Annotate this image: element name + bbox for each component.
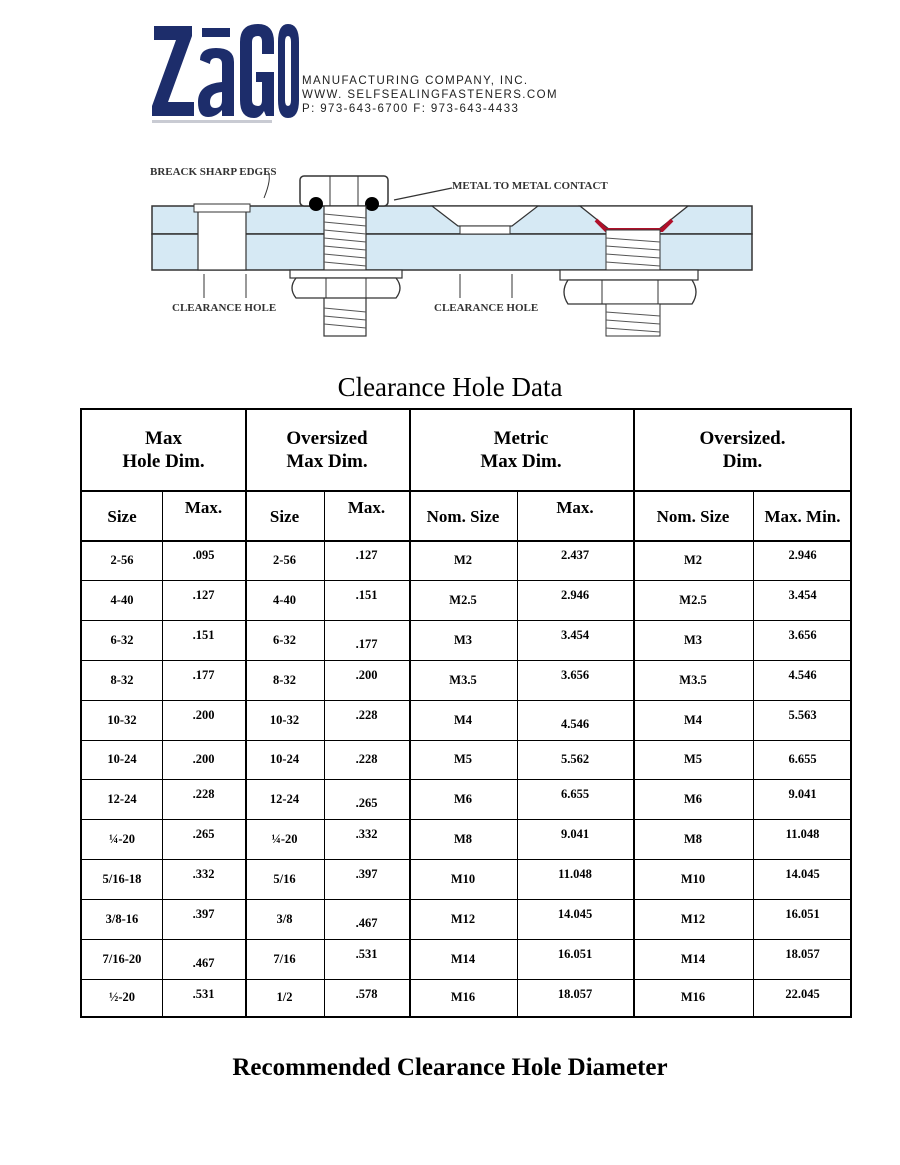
table-cell: M14 bbox=[450, 951, 476, 966]
table-cell: .177 bbox=[192, 668, 215, 682]
fastener-diagram bbox=[140, 158, 760, 342]
table-cell: .578 bbox=[355, 987, 378, 1001]
table-cell: 18.057 bbox=[785, 947, 820, 961]
table-cell: 6.655 bbox=[560, 787, 590, 801]
table-cell: M3.5 bbox=[449, 672, 477, 687]
column-header: Size bbox=[269, 507, 300, 526]
table-cell: 9.041 bbox=[560, 827, 590, 841]
table-cell: 10-24 bbox=[107, 752, 137, 766]
zago-logo bbox=[152, 20, 300, 126]
table-cell: 12-24 bbox=[107, 791, 137, 806]
table-cell: .177 bbox=[355, 637, 378, 651]
table-cell: .467 bbox=[355, 916, 378, 930]
column-header: Max. Min. bbox=[764, 507, 841, 526]
table-cell: 14.045 bbox=[785, 867, 820, 881]
table-cell: .397 bbox=[192, 907, 215, 921]
table-cell: M12 bbox=[450, 911, 476, 926]
table-row bbox=[82, 899, 850, 939]
table-cell: .151 bbox=[355, 588, 378, 602]
table-row bbox=[82, 540, 850, 580]
table-cell: ½-20 bbox=[108, 990, 136, 1004]
table-cell: 2.946 bbox=[560, 588, 590, 602]
column-header: Max. bbox=[556, 498, 594, 517]
table-cell: M10 bbox=[450, 871, 476, 886]
table-cell: 5/16 bbox=[273, 871, 296, 886]
table-row bbox=[82, 580, 850, 620]
table-cell: 11.048 bbox=[558, 867, 592, 881]
table-cell: M4 bbox=[683, 712, 703, 727]
table-cell: ¼-20 bbox=[108, 831, 136, 846]
table-row bbox=[82, 939, 850, 979]
table-cell: 6.655 bbox=[788, 752, 817, 766]
table-cell: 7/16-20 bbox=[102, 951, 142, 966]
table-row bbox=[82, 859, 850, 899]
table-cell: M3.5 bbox=[679, 672, 707, 687]
group-header-oversized-dim: Oversized. Dim. bbox=[699, 428, 786, 472]
table-cell: 2.437 bbox=[560, 548, 590, 562]
company-phone-fax: P: 973-643-6700 F: 973-643-4433 bbox=[302, 103, 520, 115]
table-row bbox=[82, 979, 850, 1016]
table-cell: 1/2 bbox=[276, 990, 293, 1004]
column-header: Max. bbox=[184, 498, 223, 517]
table-cell: .332 bbox=[192, 867, 215, 881]
table-title: Clearance Hole Data bbox=[337, 372, 563, 402]
table-cell: 7/16 bbox=[273, 951, 296, 966]
table-cell: 3/8 bbox=[276, 911, 293, 926]
table-cell: 3.454 bbox=[788, 588, 817, 602]
table-cell: .265 bbox=[355, 796, 378, 810]
table-cell: 16.051 bbox=[785, 907, 820, 921]
fastener-cross-section-drawing bbox=[140, 158, 760, 342]
column-header: Size bbox=[107, 507, 137, 526]
table-cell: M8 bbox=[453, 831, 473, 846]
group-header-max-hole-dim: Max Hole Dim. bbox=[122, 428, 205, 472]
column-header: Nom. Size bbox=[426, 507, 500, 526]
table-cell: M2.5 bbox=[679, 592, 707, 607]
table-cell: M3 bbox=[683, 632, 703, 647]
table-row bbox=[82, 740, 850, 779]
table-cell: 6-32 bbox=[273, 632, 296, 647]
table-cell: 10-24 bbox=[269, 752, 300, 766]
table-cell: .228 bbox=[355, 708, 378, 722]
table-cell: 10-32 bbox=[269, 712, 300, 727]
label-metal-to-metal-contact: METAL TO METAL CONTACT bbox=[452, 180, 608, 192]
table-cell: 4-40 bbox=[273, 592, 296, 607]
table-cell: 5/16-18 bbox=[102, 871, 142, 886]
table-cell: .332 bbox=[355, 827, 378, 841]
table-cell: ¼-20 bbox=[271, 831, 298, 846]
table-row bbox=[82, 700, 850, 740]
table-cell: 2.946 bbox=[788, 548, 817, 562]
table-cell: .397 bbox=[355, 867, 378, 881]
table-row bbox=[82, 819, 850, 859]
footer-title: Recommended Clearance Hole Diameter bbox=[232, 1054, 668, 1081]
table-cell: .265 bbox=[192, 827, 215, 841]
label-break-sharp-edges: BREACK SHARP EDGES bbox=[150, 166, 277, 178]
table-cell: M16 bbox=[450, 990, 476, 1004]
table-cell: M3 bbox=[453, 632, 473, 647]
table-cell: .531 bbox=[355, 947, 378, 961]
table-cell: 8-32 bbox=[273, 672, 296, 687]
table-cell: 8-32 bbox=[110, 672, 134, 687]
table-row bbox=[82, 660, 850, 700]
table-cell: 6-32 bbox=[110, 632, 134, 647]
table-cell: M6 bbox=[453, 791, 473, 806]
table-cell: .228 bbox=[192, 787, 215, 801]
table-cell: .151 bbox=[192, 628, 215, 642]
table-row bbox=[82, 620, 850, 660]
table-cell: M2 bbox=[683, 552, 703, 567]
table-row bbox=[82, 779, 850, 819]
table-cell: .095 bbox=[192, 548, 215, 562]
table-cell: 22.045 bbox=[785, 987, 820, 1001]
table-cell: .127 bbox=[355, 548, 378, 562]
table-cell: .467 bbox=[192, 956, 215, 970]
group-header-metric-max-dim: Metric Max Dim. bbox=[480, 428, 562, 472]
clearance-hole-table bbox=[80, 408, 852, 1018]
company-website: WWW. SELFSEALINGFASTENERS.COM bbox=[302, 89, 558, 101]
table-cell: M5 bbox=[453, 752, 473, 766]
table-cell: 4-40 bbox=[110, 592, 134, 607]
table-cell: M2 bbox=[453, 552, 473, 567]
table-cell: .127 bbox=[192, 588, 215, 602]
table-cell: M6 bbox=[683, 791, 703, 806]
table-cell: 16.051 bbox=[557, 947, 593, 961]
logo-text: ZāGO bbox=[152, 20, 155, 21]
table-cell: .200 bbox=[192, 752, 215, 766]
company-name: MANUFACTURING COMPANY, INC. bbox=[302, 75, 529, 87]
table-cell: 3.656 bbox=[788, 628, 817, 642]
table-cell: 14.045 bbox=[557, 907, 593, 921]
table-cell: 11.048 bbox=[785, 827, 820, 841]
table-cell: M2.5 bbox=[449, 592, 477, 607]
table-cell: 12-24 bbox=[269, 791, 300, 806]
table-cell: M14 bbox=[680, 951, 706, 966]
label-clearance-hole-left: CLEARANCE HOLE bbox=[172, 302, 277, 314]
table-cell: 2-56 bbox=[110, 552, 134, 567]
table-cell: M16 bbox=[680, 990, 706, 1004]
table-cell: .228 bbox=[355, 752, 378, 766]
table-cell: 4.546 bbox=[560, 717, 590, 731]
label-clearance-hole-right: CLEARANCE HOLE bbox=[434, 302, 539, 314]
table-cell: .531 bbox=[192, 987, 215, 1001]
company-info bbox=[302, 74, 558, 116]
table-cell: 2-56 bbox=[273, 552, 296, 567]
table-cell: 5.563 bbox=[788, 708, 817, 722]
table-cell: 4.546 bbox=[788, 668, 817, 682]
table-cell: 3.454 bbox=[560, 628, 590, 642]
table-cell: M12 bbox=[680, 911, 706, 926]
table-cell: M10 bbox=[680, 871, 706, 886]
column-header: Max. bbox=[347, 498, 386, 517]
table-cell: .200 bbox=[355, 668, 378, 682]
table-cell: .200 bbox=[192, 708, 215, 722]
table-cell: 3.656 bbox=[560, 668, 590, 682]
table-cell: M5 bbox=[683, 752, 703, 766]
table-cell: 5.562 bbox=[560, 752, 590, 766]
table-cell: 10-32 bbox=[107, 712, 137, 727]
table-cell: M4 bbox=[453, 712, 473, 727]
table-cell: M8 bbox=[683, 831, 703, 846]
table-cell: 18.057 bbox=[557, 987, 593, 1001]
column-header: Nom. Size bbox=[656, 507, 730, 526]
group-header-oversized-max-dim: Oversized Max Dim. bbox=[286, 428, 368, 472]
table-cell: 3/8-16 bbox=[105, 911, 139, 926]
table-cell: 9.041 bbox=[788, 787, 817, 801]
